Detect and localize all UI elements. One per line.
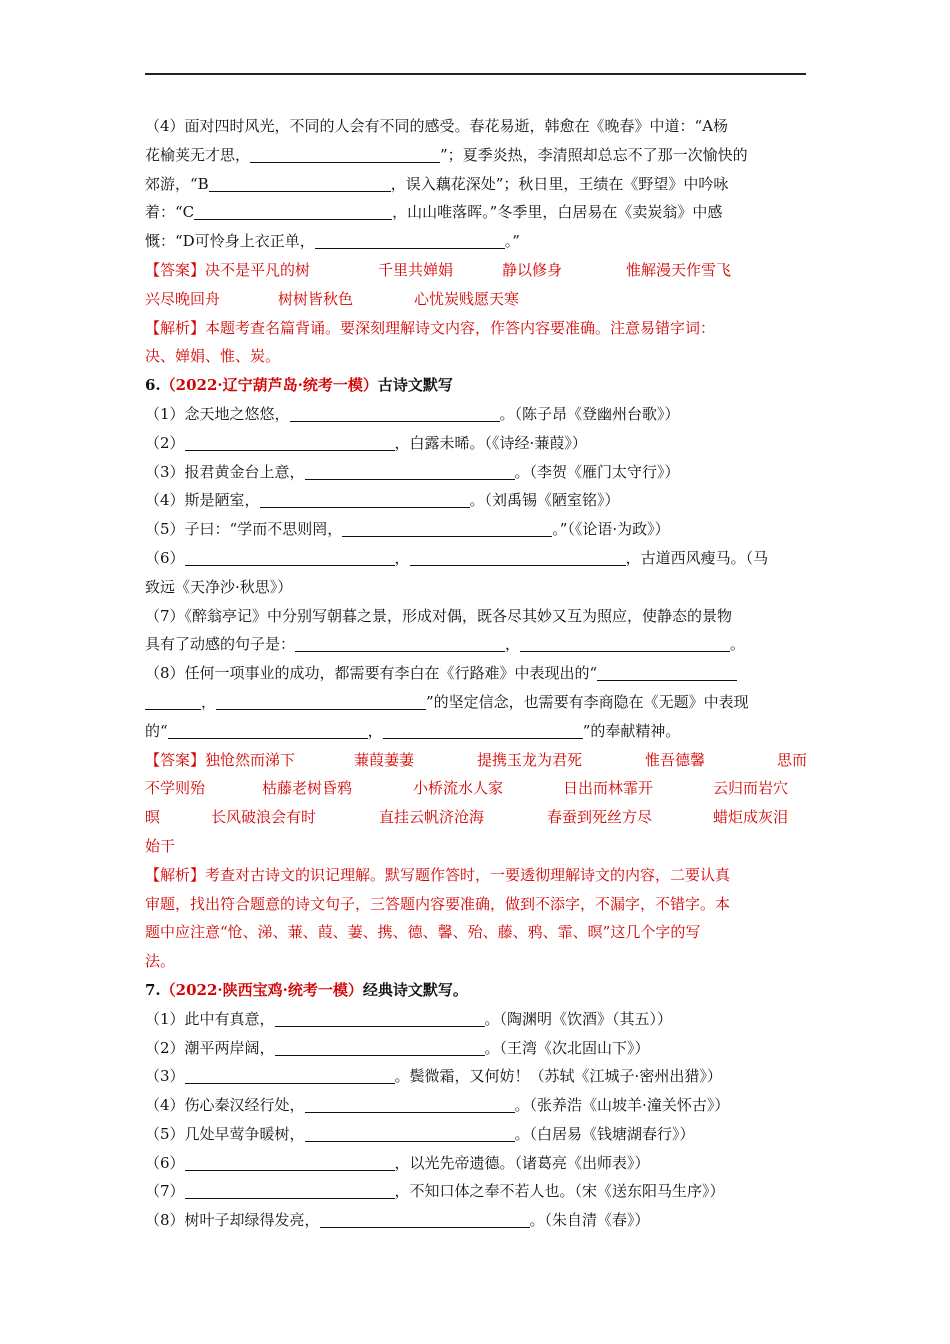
- answer-item: 思而: [777, 750, 808, 769]
- text: （8）任何一项事业的成功，都需要有李白在《行路难》中表现出的“: [145, 664, 598, 683]
- answer-blank[interactable]: [185, 1066, 395, 1084]
- answer-item: 蜡炬成灰泪: [713, 808, 789, 827]
- question-number: 7.: [145, 980, 161, 999]
- text: （7）: [145, 1182, 185, 1201]
- text: ，误入藕花深处”；秋日里，王绩在《野望》中吟咏: [390, 174, 729, 193]
- q6-item5: [145, 515, 806, 544]
- answer-item: 提携玉龙为君死: [477, 750, 583, 769]
- answer-item: 兴尽晚回舟: [145, 289, 221, 308]
- answer-item: 枯藤老树昏鸦: [262, 779, 353, 798]
- q6-heading: [145, 371, 806, 400]
- q6-answer-line3: [145, 803, 806, 832]
- text: （5）几处早莺争暖树，: [145, 1124, 305, 1143]
- answer-item: 不学则殆: [145, 779, 206, 798]
- text: 。（李贺《雁门太守行》）: [514, 462, 680, 481]
- q7-item6: [145, 1149, 806, 1178]
- q7-item4: [145, 1091, 806, 1120]
- q7-item3: [145, 1062, 806, 1091]
- answer-item: 静以修身: [502, 260, 563, 279]
- text: 【解析】考查对古诗文的识记理解。默写题作答时，一要透彻理解诗文的内容，二要认真: [145, 865, 731, 884]
- answer-item: 蒹葭萋萋: [354, 750, 415, 769]
- q6-analysis-line4: [145, 947, 806, 976]
- question-title: 经典诗文默写。: [362, 980, 468, 999]
- question-number: 6.: [145, 376, 161, 395]
- answer-item: 云归而岩穴: [713, 779, 789, 798]
- answer-item: 长风破浪会有时: [211, 808, 317, 827]
- answer-blank[interactable]: [260, 490, 470, 508]
- answer-blank[interactable]: [295, 634, 505, 652]
- text: （6）: [145, 548, 185, 567]
- answer-blank[interactable]: [290, 404, 500, 422]
- q6-item8-line3: [145, 717, 806, 746]
- answer-item: 独怆然而涕下: [205, 750, 296, 769]
- text: ，: [394, 548, 410, 567]
- text: （8）树叶子却绿得发亮，: [145, 1211, 320, 1230]
- text: （4）斯是陋室，: [145, 491, 260, 510]
- q6-analysis-line2: [145, 890, 806, 919]
- answer-item: 树树皆秋色: [278, 289, 354, 308]
- q7-item5: [145, 1120, 806, 1149]
- answer-blank[interactable]: [383, 721, 583, 739]
- text: 。（刘禹锡《陋室铭》）: [469, 491, 620, 510]
- answer-blank[interactable]: [597, 663, 737, 681]
- q7-heading: [145, 976, 806, 1005]
- q5-answer-line1: [145, 256, 806, 285]
- answer-item: 暝: [145, 808, 161, 827]
- text: ，: [201, 692, 217, 711]
- q7-item7: [145, 1177, 806, 1206]
- answer-item: 心忧炭贱愿天寒: [414, 289, 520, 308]
- q6-item8-line2: [145, 688, 806, 717]
- text: ”的奉献精神。: [582, 721, 681, 740]
- q5-answer-line2: [145, 285, 806, 314]
- text: （1）此中有真意，: [145, 1009, 275, 1028]
- text: 。”（《论语·为政》）: [552, 520, 670, 539]
- q6-item6: [145, 544, 806, 573]
- text: 。（陈子昂《登幽州台歌》）: [499, 404, 680, 423]
- text: 。（朱自清《春》）: [529, 1211, 650, 1230]
- text: （1）念天地之悠悠，: [145, 404, 290, 423]
- answer-blank[interactable]: [168, 721, 368, 739]
- text: 题中应注意“怆、涕、蒹、葭、萋、携、德、馨、殆、藤、鸦、霏、暝”这几个字的写: [145, 923, 701, 942]
- document-body: [145, 112, 806, 1235]
- q5-4-line1: [145, 112, 806, 141]
- q7-item2: [145, 1034, 806, 1063]
- answer-item: 决不是平凡的树: [205, 260, 311, 279]
- text: ，山山唯落晖。”冬季里，白居易在《卖炭翁》中感: [392, 203, 723, 222]
- q7-item1: [145, 1005, 806, 1034]
- q6-item6-cont: [145, 573, 806, 602]
- answer-item: 春蚕到死丝方尽: [547, 808, 653, 827]
- text: 。: [730, 635, 746, 654]
- header-rule: [145, 73, 806, 75]
- q6-item1: [145, 400, 806, 429]
- text: 的“: [145, 721, 168, 740]
- answer-item: 小桥流水人家: [413, 779, 504, 798]
- answer-blank[interactable]: [342, 519, 552, 537]
- answer-label: 【答案】: [145, 750, 206, 769]
- text: 审题，找出符合题意的诗文句子，三答题内容要准确，做到不添字，不漏字，不错字。本: [145, 894, 731, 913]
- answer-blank[interactable]: [305, 1095, 515, 1113]
- text: ，不知口体之奉不若人也。（宋《送东阳马生序》）: [394, 1182, 725, 1201]
- q6-item2: [145, 429, 806, 458]
- q6-answer-line2: [145, 774, 806, 803]
- text: ”的坚定信念，也需要有李商隐在《无题》中表现: [426, 692, 749, 711]
- answer-blank[interactable]: [209, 174, 391, 192]
- answer-blank[interactable]: [275, 1009, 485, 1027]
- q6-item3: [145, 458, 806, 487]
- text: 郊游，“B: [145, 174, 209, 193]
- q6-item4: [145, 486, 806, 515]
- text: 法。: [145, 952, 176, 971]
- text: 。”: [504, 232, 520, 251]
- text: 着：“C: [145, 203, 195, 222]
- text: ，白露未晞。（《诗经·蒹葭》）: [394, 433, 587, 452]
- answer-blank[interactable]: [520, 634, 730, 652]
- q5-4-line4: [145, 198, 806, 227]
- question-title: 古诗文默写: [377, 376, 453, 395]
- answer-item: 惟解漫天作雪飞: [626, 260, 732, 279]
- text: ，: [505, 635, 521, 654]
- text: （2）: [145, 433, 185, 452]
- text: 具有了动感的句子是：: [145, 635, 296, 654]
- text: （3）: [145, 1067, 185, 1086]
- q5-4-line2: [145, 141, 806, 170]
- text: （7）《醉翁亭记》中分别写朝暮之景，形成对偶，既各尽其妙又互为照应，使静态的景物: [145, 606, 733, 625]
- q6-item7-line1: [145, 602, 806, 631]
- q5-4-line5: [145, 227, 806, 256]
- text: 。（王湾《次北固山下》）: [484, 1038, 650, 1057]
- text: ，古道西风瘦马。（马: [625, 548, 769, 567]
- answer-item: 始干: [145, 836, 176, 855]
- q6-analysis-line1: [145, 861, 806, 890]
- answer-blank[interactable]: [185, 1181, 395, 1199]
- text: 慨：“D可怜身上衣正单，: [145, 232, 315, 251]
- question-source: （2022·辽宁葫芦岛·统考一模）: [160, 376, 378, 395]
- q6-analysis-line3: [145, 918, 806, 947]
- answer-blank[interactable]: [216, 692, 426, 710]
- answer-blank[interactable]: [410, 548, 626, 566]
- text: （4）伤心秦汉经行处，: [145, 1096, 305, 1115]
- answer-blank[interactable]: [275, 1038, 485, 1056]
- text: ，以光先帝遗德。（诸葛亮《出师表》）: [394, 1153, 650, 1172]
- answer-blank[interactable]: [145, 692, 201, 710]
- text: ”；夏季炎热，李清照却总忘不了那一次愉快的: [440, 145, 748, 164]
- answer-blank[interactable]: [250, 145, 440, 163]
- text: 花榆荚无才思，: [145, 145, 251, 164]
- answer-label: 【答案】: [145, 260, 206, 279]
- q6-answer-line1: [145, 746, 806, 775]
- q6-item7-line2: [145, 630, 806, 659]
- text: （5）子曰：“学而不思则罔，: [145, 520, 343, 539]
- text: 决、婵娟、惟、炭。: [145, 347, 281, 366]
- text: （2）潮平两岸阔，: [145, 1038, 275, 1057]
- answer-blank[interactable]: [315, 231, 505, 249]
- q5-analysis-line1: [145, 314, 806, 343]
- text: 。鬓微霜，又何妨！（苏轼《江城子·密州出猎》）: [394, 1067, 722, 1086]
- q6-answer-line4: [145, 832, 806, 861]
- q5-4-line3: [145, 170, 806, 199]
- text: 【解析】本题考查名篇背诵。要深刻理解诗文内容，作答内容要准确。注意易错字词：: [145, 318, 716, 337]
- answer-item: 惟吾德馨: [645, 750, 706, 769]
- answer-blank[interactable]: [320, 1210, 530, 1228]
- question-source: （2022·陕西宝鸡·统考一模）: [160, 980, 363, 999]
- answer-blank[interactable]: [194, 202, 392, 220]
- answer-blank[interactable]: [185, 548, 395, 566]
- q5-analysis-line2: [145, 342, 806, 371]
- text: 。（陶渊明《饮酒》（其五））: [484, 1009, 673, 1028]
- answer-blank[interactable]: [185, 433, 395, 451]
- text: 。（张养浩《山坡羊·潼关怀古》）: [514, 1096, 730, 1115]
- text: （3）报君黄金台上意，: [145, 462, 305, 481]
- answer-item: 直挂云帆济沧海: [379, 808, 485, 827]
- q6-item8-line1: [145, 659, 806, 688]
- answer-item: 日出而林霏开: [563, 779, 654, 798]
- text: （4）面对四时风光，不同的人会有不同的感受。春花易逝，韩愈在《晚春》中道：“A杨: [145, 117, 729, 135]
- q7-item8: [145, 1206, 806, 1235]
- text: 。（白居易《钱塘湖春行》）: [514, 1124, 695, 1143]
- text: 致远《天净沙·秋思》）: [145, 577, 293, 596]
- text: ，: [367, 721, 383, 740]
- answer-blank[interactable]: [305, 1124, 515, 1142]
- answer-blank[interactable]: [305, 462, 515, 480]
- answer-blank[interactable]: [185, 1153, 395, 1171]
- text: （6）: [145, 1153, 185, 1172]
- answer-item: 千里共婵娟: [378, 260, 454, 279]
